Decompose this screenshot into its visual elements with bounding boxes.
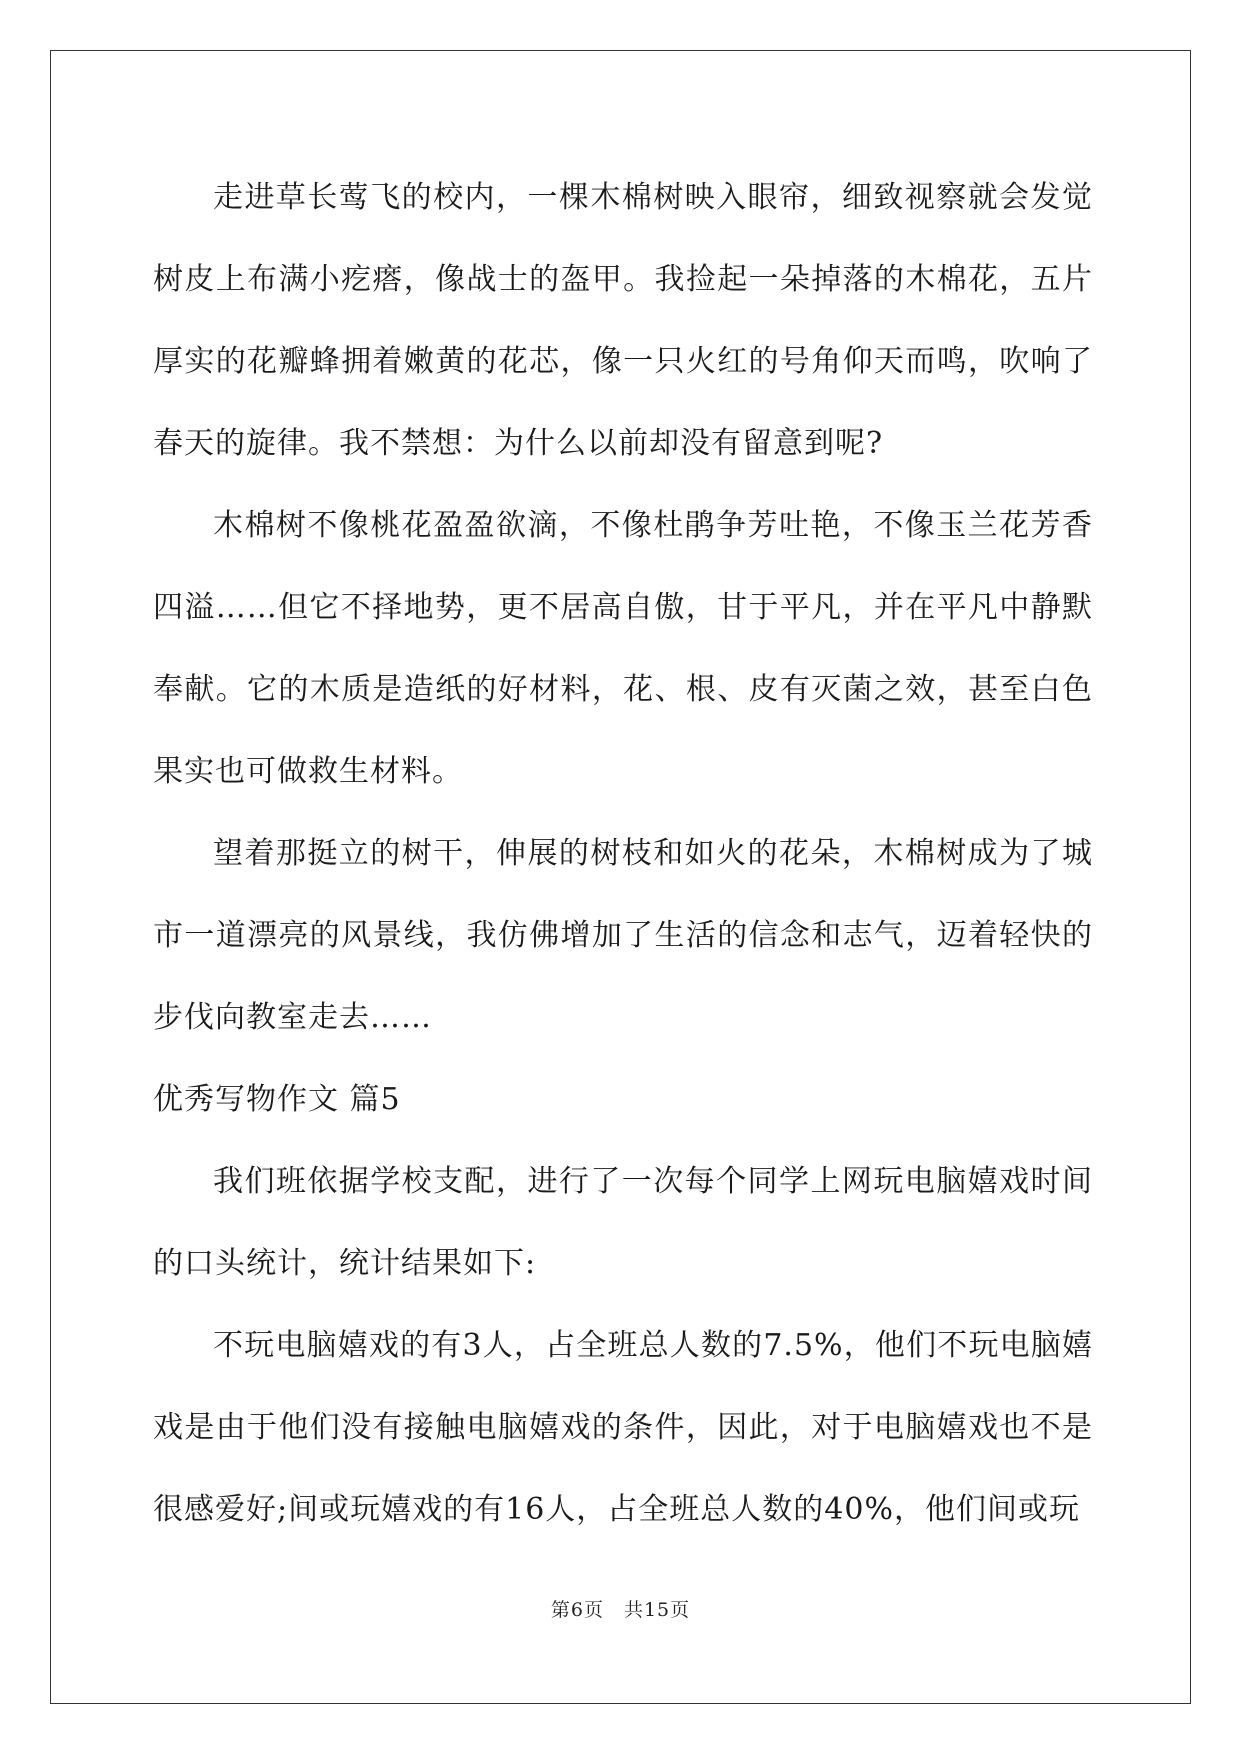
document-body <box>153 157 1093 1551</box>
section-heading: 优秀写物作文 篇5 <box>153 1082 401 1117</box>
paragraph-kapok-virtues: 木棉树不像桃花盈盈欲滴，不像杜鹃争芳吐艳，不像玉兰花芳香四溢……但它不择地势，更不居高自傲，甘于平凡，并在平凡中静默奉献。它的木质是造纸的好材料，花、根、皮有灭菌之效，甚至白色果实也可做救生材料。 <box>153 508 1093 789</box>
paragraph-kapok-intro: 走进草长莺飞的校内，一棵木棉树映入眼帘，细致视察就会发觉树皮上布满小疙瘩，像战士的盔甲。我捡起一朵掉落的木棉花，五片厚实的花瓣蜂拥着嫩黄的花芯，像一只火红的号角仰天而鸣，吹响了春天的旋律。我不禁想：为什么以前却没有留意到呢? <box>153 180 1093 461</box>
paragraph-kapok-closing: 望着那挺立的树干，伸展的树枝和如火的花朵，木棉树成为了城市一道漂亮的风景线，我仿佛增加了生活的信念和志气，迈着轻快的步伐向教室走去…… <box>153 836 1093 1035</box>
paragraph-survey-results: 不玩电脑嬉戏的有3人，占全班总人数的7.5%，他们不玩电脑嬉戏是由于他们没有接触电脑嬉戏的条件，因此，对于电脑嬉戏也不是很感爱好;间或玩嬉戏的有16人，占全班总人数的40%，他们间或玩 <box>153 1328 1093 1527</box>
paragraph-survey-intro: 我们班依据学校支配，进行了一次每个同学上网玩电脑嬉戏时间的口头统计，统计结果如下: <box>153 1164 1093 1281</box>
page-number-footer: 第6页 共15页 <box>550 1599 691 1621</box>
